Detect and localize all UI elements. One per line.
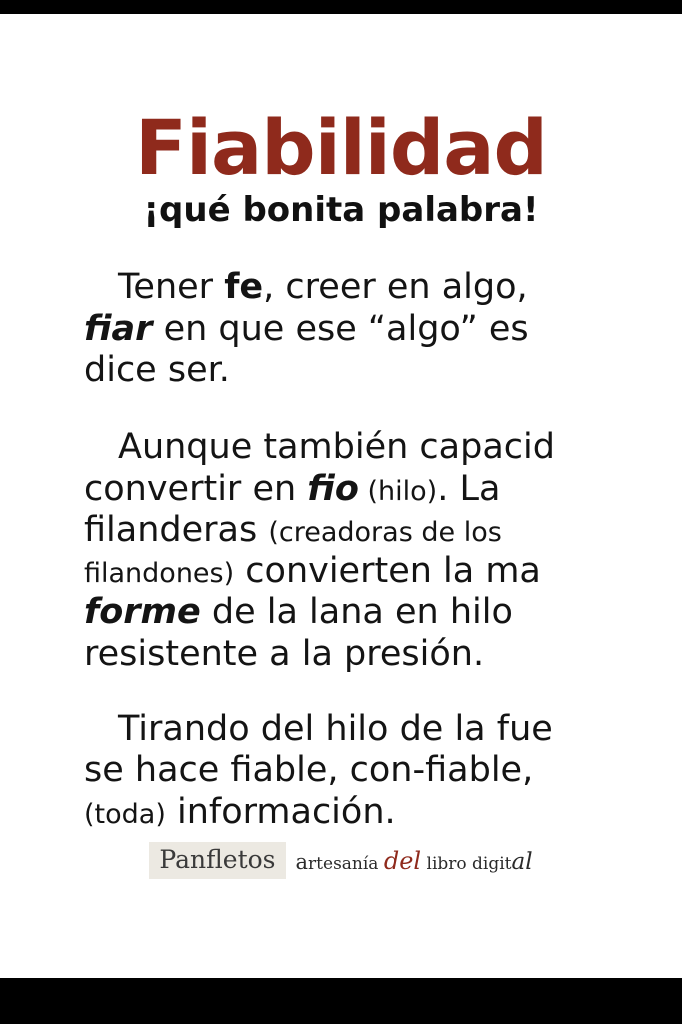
text-span: , creer en algo, — [263, 267, 528, 308]
tagline-part: ibro digit — [431, 853, 512, 874]
text-line — [84, 350, 682, 391]
text-span: en que ese “algo” es — [152, 308, 529, 349]
text-span: Tirando del hilo de la fue — [118, 709, 553, 750]
letterbox-top — [0, 0, 682, 14]
text-span-small: (creadoras de los — [268, 516, 502, 548]
text-span: resistente a la presión. — [84, 633, 485, 674]
text-line — [84, 510, 682, 551]
text-span: de la lana en hilo — [200, 592, 513, 633]
text-line — [84, 709, 682, 750]
text-span-small: (toda) — [84, 798, 166, 830]
tagline-part: a — [295, 849, 309, 874]
text-span: información. — [165, 791, 396, 832]
text-line — [84, 469, 682, 510]
text-span: Tener — [118, 267, 225, 308]
text-span-small: (hilo) — [358, 475, 438, 507]
text-line — [84, 267, 682, 308]
letterbox-bottom — [0, 978, 682, 1024]
paragraph-1 — [0, 229, 682, 391]
tagline-part: rtesanía — [308, 853, 384, 874]
text-span-italic: forme — [84, 592, 201, 633]
page-subtitle: ¡qué bonita palabra! — [143, 190, 539, 230]
tagline-part-accent: del — [383, 846, 422, 875]
text-span-small: filandones) — [84, 558, 235, 590]
text-line — [84, 750, 682, 791]
text-span: filanderas — [84, 509, 269, 550]
text-span: dice ser. — [84, 349, 230, 390]
text-line — [84, 551, 682, 592]
text-span: convierten la ma — [234, 551, 541, 592]
paragraph-3 — [0, 675, 682, 833]
tagline-part: al — [511, 848, 533, 875]
logo-name: Panfletos — [149, 842, 285, 879]
text-line — [84, 427, 682, 468]
document-page — [0, 14, 682, 978]
text-span: se hace fiable, con-fiable, — [84, 750, 534, 791]
text-line — [84, 792, 682, 833]
text-span-italic: fiar — [84, 308, 153, 349]
text-span-bold: fe — [224, 267, 264, 308]
tagline-part: l — [421, 853, 432, 874]
text-span: convertir en — [84, 468, 308, 509]
paragraph-2 — [0, 391, 682, 675]
document-content — [0, 14, 682, 978]
text-span-italic: fio — [307, 468, 359, 509]
text-span: . La — [437, 468, 501, 509]
text-line — [84, 592, 682, 633]
text-line — [84, 634, 682, 675]
text-line — [84, 309, 682, 350]
text-span: Aunque también capacid — [118, 427, 555, 468]
logo-tagline — [296, 847, 533, 875]
page-title: Fiabilidad — [135, 103, 547, 192]
publisher-logo — [0, 842, 682, 879]
